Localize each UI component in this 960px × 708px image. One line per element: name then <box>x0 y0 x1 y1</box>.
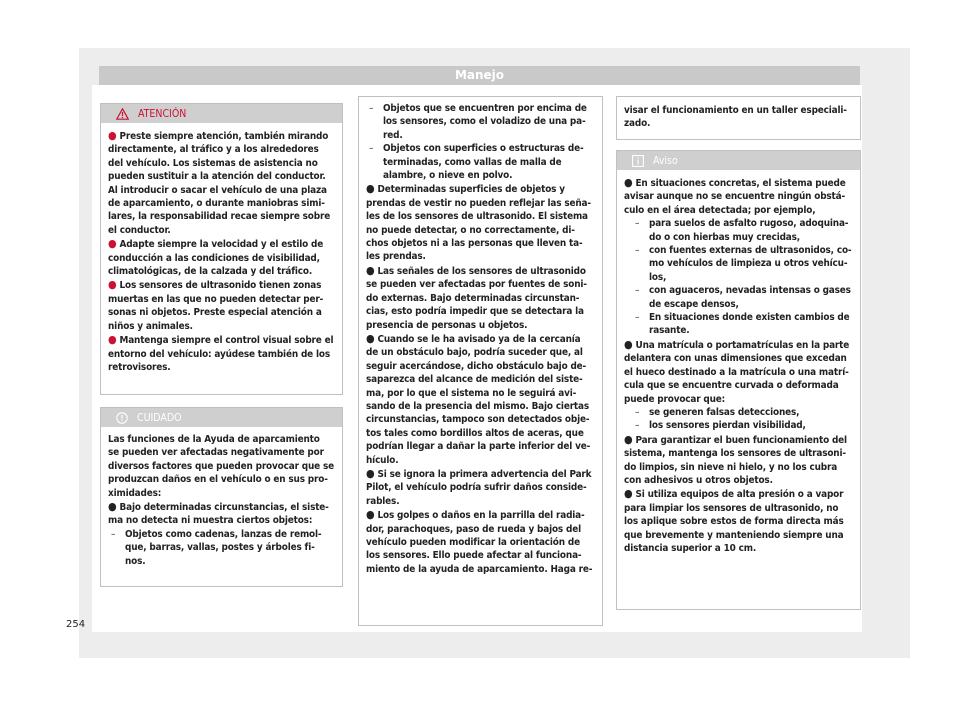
text-line: circunstancias, tampoco son detectados obje- <box>366 414 590 426</box>
warning-box-label: ATENCIÓN <box>138 107 187 120</box>
text-line: saparezca del alcance de medición del siste- <box>366 374 583 386</box>
text-line: do limpios, sin nieve ni hielo, y no los cubra <box>624 461 838 473</box>
text-line: cula que se encuentre curvada o deformada <box>624 380 839 392</box>
text-line: – con aguaceros, nevadas intensas o gases <box>624 284 853 297</box>
text-line: de un obstáculo bajo, podría suceder que, al <box>366 347 583 359</box>
caution-box-label: CUIDADO <box>137 411 182 424</box>
text-line: seguir acercándose, dicho obstáculo bajo de- <box>366 360 587 372</box>
bullet-icon: ● <box>624 337 633 351</box>
text-line: ● Determinadas superficies de objetos y <box>366 182 565 196</box>
text-line: tos tales como bordillos altos de aceras, que <box>366 427 584 439</box>
text-line: el conductor. <box>108 224 171 236</box>
text-line: do externas. Bajo determinadas circunstan- <box>366 292 580 304</box>
text-line: ● Mantenga siempre el control visual sobre el <box>108 333 334 347</box>
text-line: ● Preste siempre atención, también mirando <box>108 129 329 142</box>
bullet-icon: ● <box>366 331 375 345</box>
text-line: ● Para garantizar el buen funcionamiento del <box>624 432 847 446</box>
text-line: red. <box>383 129 403 141</box>
text-line: do o con hierbas muy crecidas, <box>649 231 801 243</box>
text-line: ● En situaciones concretas, el sistema puede <box>624 176 846 189</box>
warning-triangle-icon <box>116 108 129 120</box>
text-line: – Objetos con superficies o estructuras de- <box>366 142 595 155</box>
bullet-icon: ● <box>366 263 375 277</box>
warning-box <box>100 103 343 395</box>
right-continuation-box <box>616 96 861 140</box>
text-line: ma no detecta ni muestra ciertos objetos: <box>108 515 313 527</box>
bullet-icon: ● <box>366 466 375 480</box>
text-line: – Objetos que se encuentren por encima de <box>366 102 595 115</box>
text-line: mo vehículos de limpieza u otros vehícu- <box>649 258 848 270</box>
exclamation-circle-icon <box>116 412 128 424</box>
text-line: chos objetos ni a las personas que lleven ta- <box>366 238 583 250</box>
text-line: rasante. <box>649 325 690 337</box>
bullet-icon: ● <box>366 508 375 522</box>
text-line: podrían llegar a dañar la parte inferior del ve- <box>366 441 591 453</box>
text-line: Las funciones de la Ayuda de aparcamiento <box>108 434 320 445</box>
text-line: para limpiar los sensores de ultrasonido, no <box>624 502 839 514</box>
text-line: no puede detectar, o no correctamente, di- <box>366 224 575 236</box>
bullet-icon: ● <box>108 237 117 251</box>
text-line: ● Bajo determinadas circunstancias, el siste- <box>108 500 329 514</box>
text-line: miento de la ayuda de aparcamiento. Haga re- <box>366 563 593 575</box>
text-line: avisar aunque no se encuentre ningún obstá- <box>624 191 846 203</box>
text-line: con adhesivos u otros objetos. <box>624 474 773 486</box>
bullet-icon: ● <box>624 487 633 501</box>
text-line: visar el funcionamiento en un taller especiali- <box>624 105 847 116</box>
info-icon <box>632 155 644 167</box>
text-line: del vehículo. Los sistemas de asistencia no <box>108 157 318 169</box>
text-line: ● Cuando se le ha avisado ya de la cercanía <box>366 331 581 345</box>
section-title: Manejo <box>454 68 505 82</box>
text-line: de escape densos, <box>649 298 739 310</box>
text-line: ● Una matrícula o portamatrículas en la parte <box>624 337 850 351</box>
bullet-icon: ● <box>108 278 117 292</box>
text-line: muertas en las que no pueden detectar per- <box>108 293 324 305</box>
text-line: directamente, al tráfico y a los alrededores <box>108 144 319 156</box>
text-line: diversos factores que pueden provocar que se <box>108 460 334 472</box>
text-line: retrovisores. <box>108 361 171 373</box>
text-line: culo en el área detectada; por ejemplo, <box>624 204 816 216</box>
text-line: cias, esto podría impedir que se detectara la <box>366 306 584 318</box>
text-line: – se generen falsas detecciones, <box>624 406 853 419</box>
text-line: que brevemente y manteniendo siempre una <box>624 529 844 541</box>
text-line: conducción a las condiciones de visibilidad, <box>108 252 320 264</box>
notice-box-header <box>617 151 860 170</box>
text-line: ● Los sensores de ultrasonido tienen zonas <box>108 278 322 292</box>
caution-box-header <box>101 408 342 427</box>
text-line: ● Si se ignora la primera advertencia del Park <box>366 466 592 480</box>
text-line: lares, la responsabilidad recae siempre sobre <box>108 211 331 223</box>
caution-box <box>100 407 343 587</box>
text-line: produzcan daños en el vehículo o en sus pro- <box>108 474 328 486</box>
text-line: – Objetos como cadenas, lanzas de remol- <box>108 528 335 541</box>
text-line: dor, parachoques, paso de rueda y bajos del <box>366 523 581 535</box>
text-line: sonas ni objetos. Preste especial atención a <box>108 307 322 319</box>
bullet-icon: ● <box>366 182 375 196</box>
bullet-icon: ● <box>624 432 633 446</box>
bullet-icon: ● <box>108 500 117 514</box>
text-line: climatológicas, de la calzada y del tráfico. <box>108 266 313 278</box>
text-line: el hueco destinado a la matrícula o una matrí- <box>624 366 849 378</box>
text-line: sistema, mantenga los sensores de ultrasoni- <box>624 448 846 460</box>
text-line: niños y animales. <box>108 320 193 332</box>
middle-column-box <box>358 96 603 626</box>
text-line: presencia de personas u objetos. <box>366 319 528 331</box>
text-line: les de los sensores de ultrasonido. El sistema <box>366 211 588 223</box>
text-line: – con fuentes externas de ultrasonidos, co- <box>624 244 853 257</box>
text-line: se pueden ver afectadas negativamente por <box>108 447 324 459</box>
text-line: nos. <box>125 555 146 567</box>
text-line: de aparcamiento, o durante maniobras simi- <box>108 198 325 210</box>
text-line: los sensores, como el voladizo de una pa- <box>383 116 586 128</box>
text-line: les prendas. <box>366 251 426 263</box>
text-line: sando de la presencia del mismo. Bajo ciertas <box>366 400 590 412</box>
notice-box <box>616 150 861 610</box>
text-line: hículo. <box>366 454 399 466</box>
text-line: Pilot, el vehículo podría sufrir daños conside- <box>366 482 587 494</box>
text-line: que, barras, vallas, postes y árboles fi- <box>125 542 315 554</box>
text-line: ma, por lo que el sistema no le seguirá avi- <box>366 387 577 399</box>
text-line: alambre, o nieve en polvo. <box>383 170 513 182</box>
text-line: terminadas, como vallas de malla de <box>383 156 562 168</box>
bullet-icon: ● <box>624 176 633 189</box>
text-line: ximidades: <box>108 487 162 499</box>
text-line: Al introducir o sacar el vehículo de una plaza <box>108 184 327 196</box>
text-line: los aplique sobre estos de forma directa más <box>624 516 844 528</box>
text-line: – En situaciones donde existen cambios de <box>624 311 853 324</box>
text-line: zado. <box>624 118 651 130</box>
text-line: los, <box>649 271 667 283</box>
text-line: los sensores. Ello puede afectar al funciona- <box>366 550 582 562</box>
warning-box-header <box>101 104 342 123</box>
text-line: prendas de vestir no pueden reflejar las seña- <box>366 197 591 209</box>
text-line: ● Las señales de los sensores de ultrasonido <box>366 263 586 277</box>
text-line: ● Los golpes o daños en la parrilla del radia- <box>366 508 585 522</box>
text-line: vehículo pueden modificar la orientación de <box>366 537 580 548</box>
text-line: puede provocar que: <box>624 393 726 405</box>
text-line: entorno del vehículo: ayúdese también de los <box>108 348 330 360</box>
text-line: – los sensores pierdan visibilidad, <box>624 419 853 432</box>
bullet-icon: ● <box>108 333 117 347</box>
text-line: – para suelos de asfalto rugoso, adoquina- <box>624 217 853 230</box>
text-line: distancia superior a 10 cm. <box>624 542 757 554</box>
text-line: ● Adapte siempre la velocidad y el estilo de <box>108 237 324 251</box>
text-line: pueden sustituir a la atención del conductor. <box>108 171 326 183</box>
notice-box-label: Aviso <box>653 154 678 167</box>
text-line: ● Si utiliza equipos de alta presión o a vapor <box>624 487 844 501</box>
text-line: rables. <box>366 495 400 507</box>
bullet-icon: ● <box>108 129 117 142</box>
page-number: 254 <box>66 619 86 630</box>
text-line: se pueden ver afectadas por fuentes de soni- <box>366 279 587 291</box>
text-line: delantera con unas dimensiones que excedan <box>624 353 847 365</box>
